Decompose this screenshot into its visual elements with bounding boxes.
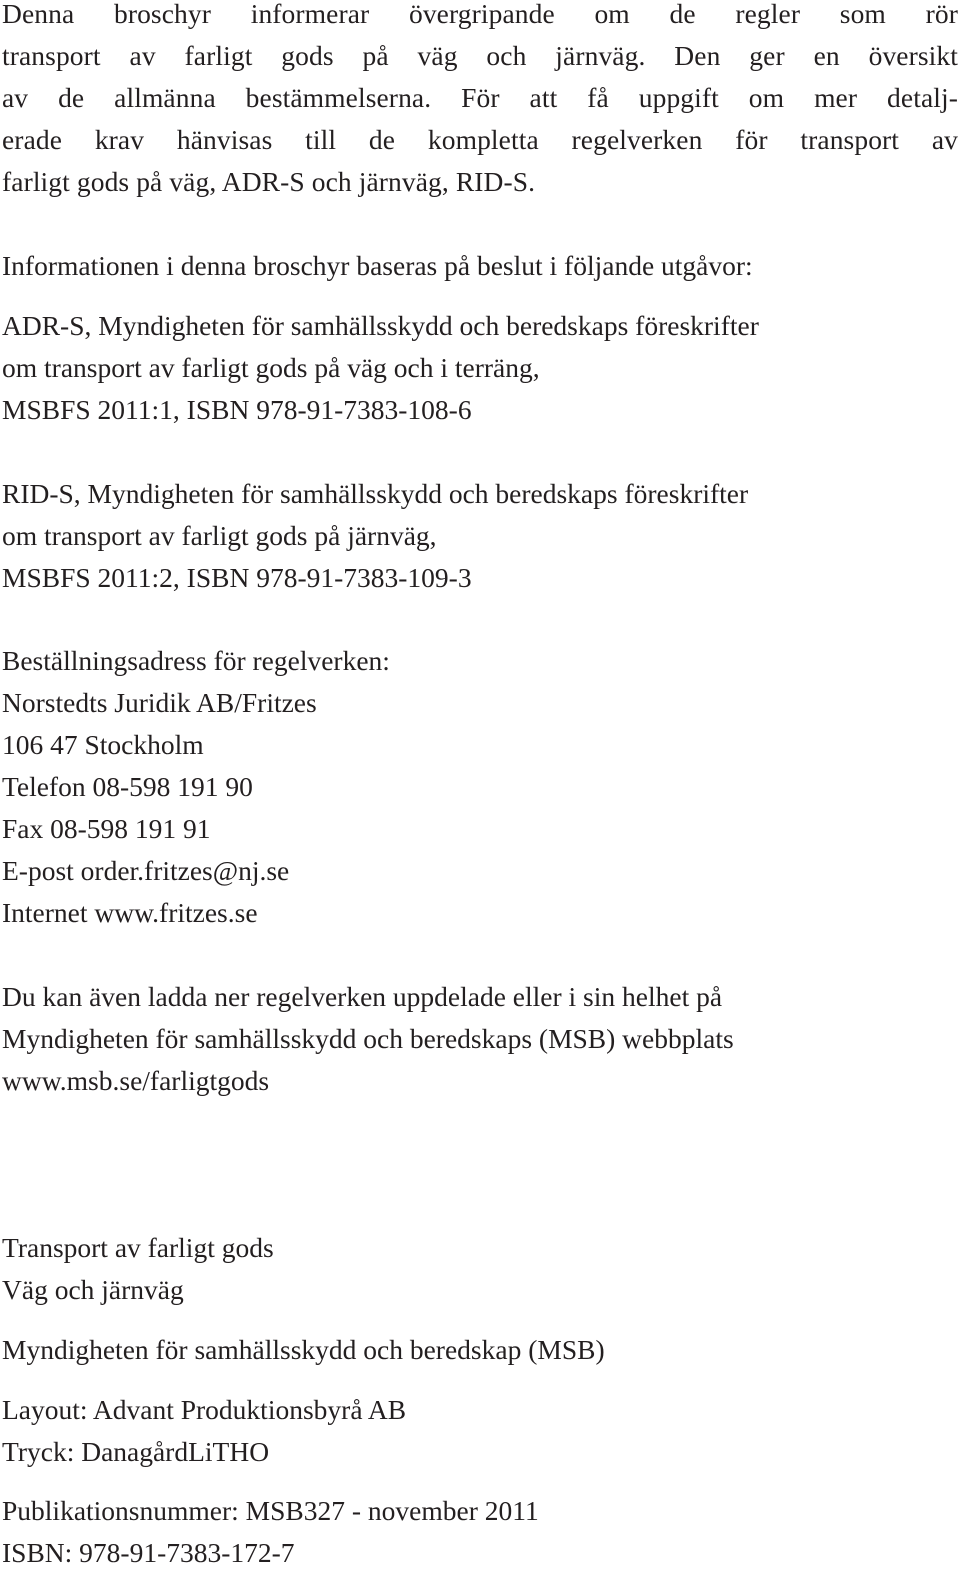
rid-s-line: RID-S, Myndigheten för samhällsskydd och beredskaps föreskrifter: [2, 478, 749, 509]
print-credit: Tryck: DanagårdLiTHO: [2, 1436, 270, 1467]
order-email: E-post order.fritzes@nj.se: [2, 855, 290, 886]
intro-line: transport av farligt gods på väg och järnväg. Den ger en översikt: [2, 40, 958, 71]
adr-s-line: om transport av farligt gods på väg och i terräng,: [2, 352, 540, 383]
rid-s-line: om transport av farligt gods på järnväg,: [2, 520, 437, 551]
basis-heading: [2, 245, 753, 287]
publisher-name: Myndigheten för samhällsskydd och beredskap (MSB): [2, 1334, 605, 1365]
intro-paragraph: [2, 0, 958, 203]
colophon-title: [2, 1227, 274, 1311]
order-fax: Fax 08-598 191 91: [2, 813, 211, 844]
rid-s-line: MSBFS 2011:2, ISBN 978-91-7383-109-3: [2, 562, 472, 593]
order-postal-address: 106 47 Stockholm: [2, 729, 204, 760]
colophon-publisher: [2, 1329, 605, 1371]
download-line: Du kan även ladda ner regelverken uppdelade eller i sin helhet på: [2, 981, 723, 1012]
intro-line: Denna broschyr informerar övergripande om de regler som rör: [2, 0, 958, 29]
intro-line: erade krav hänvisas till de kompletta regelverken för transport av: [2, 124, 958, 155]
order-company: Norstedts Juridik AB/Fritzes: [2, 687, 317, 718]
adr-s-reference: [2, 305, 759, 431]
isbn: ISBN: 978-91-7383-172-7: [2, 1537, 295, 1568]
colophon-subtitle-line: Väg och järnväg: [2, 1274, 184, 1305]
rid-s-reference: [2, 473, 748, 599]
download-line: Myndigheten för samhällsskydd och beredskaps (MSB) webbplats: [2, 1023, 734, 1054]
order-phone: Telefon 08-598 191 90: [2, 771, 253, 802]
download-info: [2, 976, 734, 1102]
adr-s-line: MSBFS 2011:1, ISBN 978-91-7383-108-6: [2, 394, 472, 425]
intro-line: av de allmänna bestämmelserna. För att få uppgift om mer detalj-: [2, 82, 958, 113]
intro-line: farligt gods på väg, ADR-S och järnväg, RID-S.: [2, 166, 536, 197]
basis-heading-text: Informationen i denna broschyr baseras på beslut i följande utgåvor:: [2, 250, 753, 281]
order-website: Internet www.fritzes.se: [2, 897, 258, 928]
adr-s-line: ADR-S, Myndigheten för samhällsskydd och beredskaps föreskrifter: [2, 310, 759, 341]
colophon-publication: [2, 1490, 539, 1574]
colophon-production: [2, 1389, 406, 1473]
order-heading: Beställningsadress för regelverken:: [2, 645, 390, 676]
colophon-title-line: Transport av farligt gods: [2, 1232, 274, 1263]
download-url: www.msb.se/farligtgods: [2, 1065, 270, 1096]
publication-number: Publikationsnummer: MSB327 - november 2011: [2, 1495, 539, 1526]
layout-credit: Layout: Advant Produktionsbyrå AB: [2, 1394, 407, 1425]
order-address: [2, 640, 390, 934]
